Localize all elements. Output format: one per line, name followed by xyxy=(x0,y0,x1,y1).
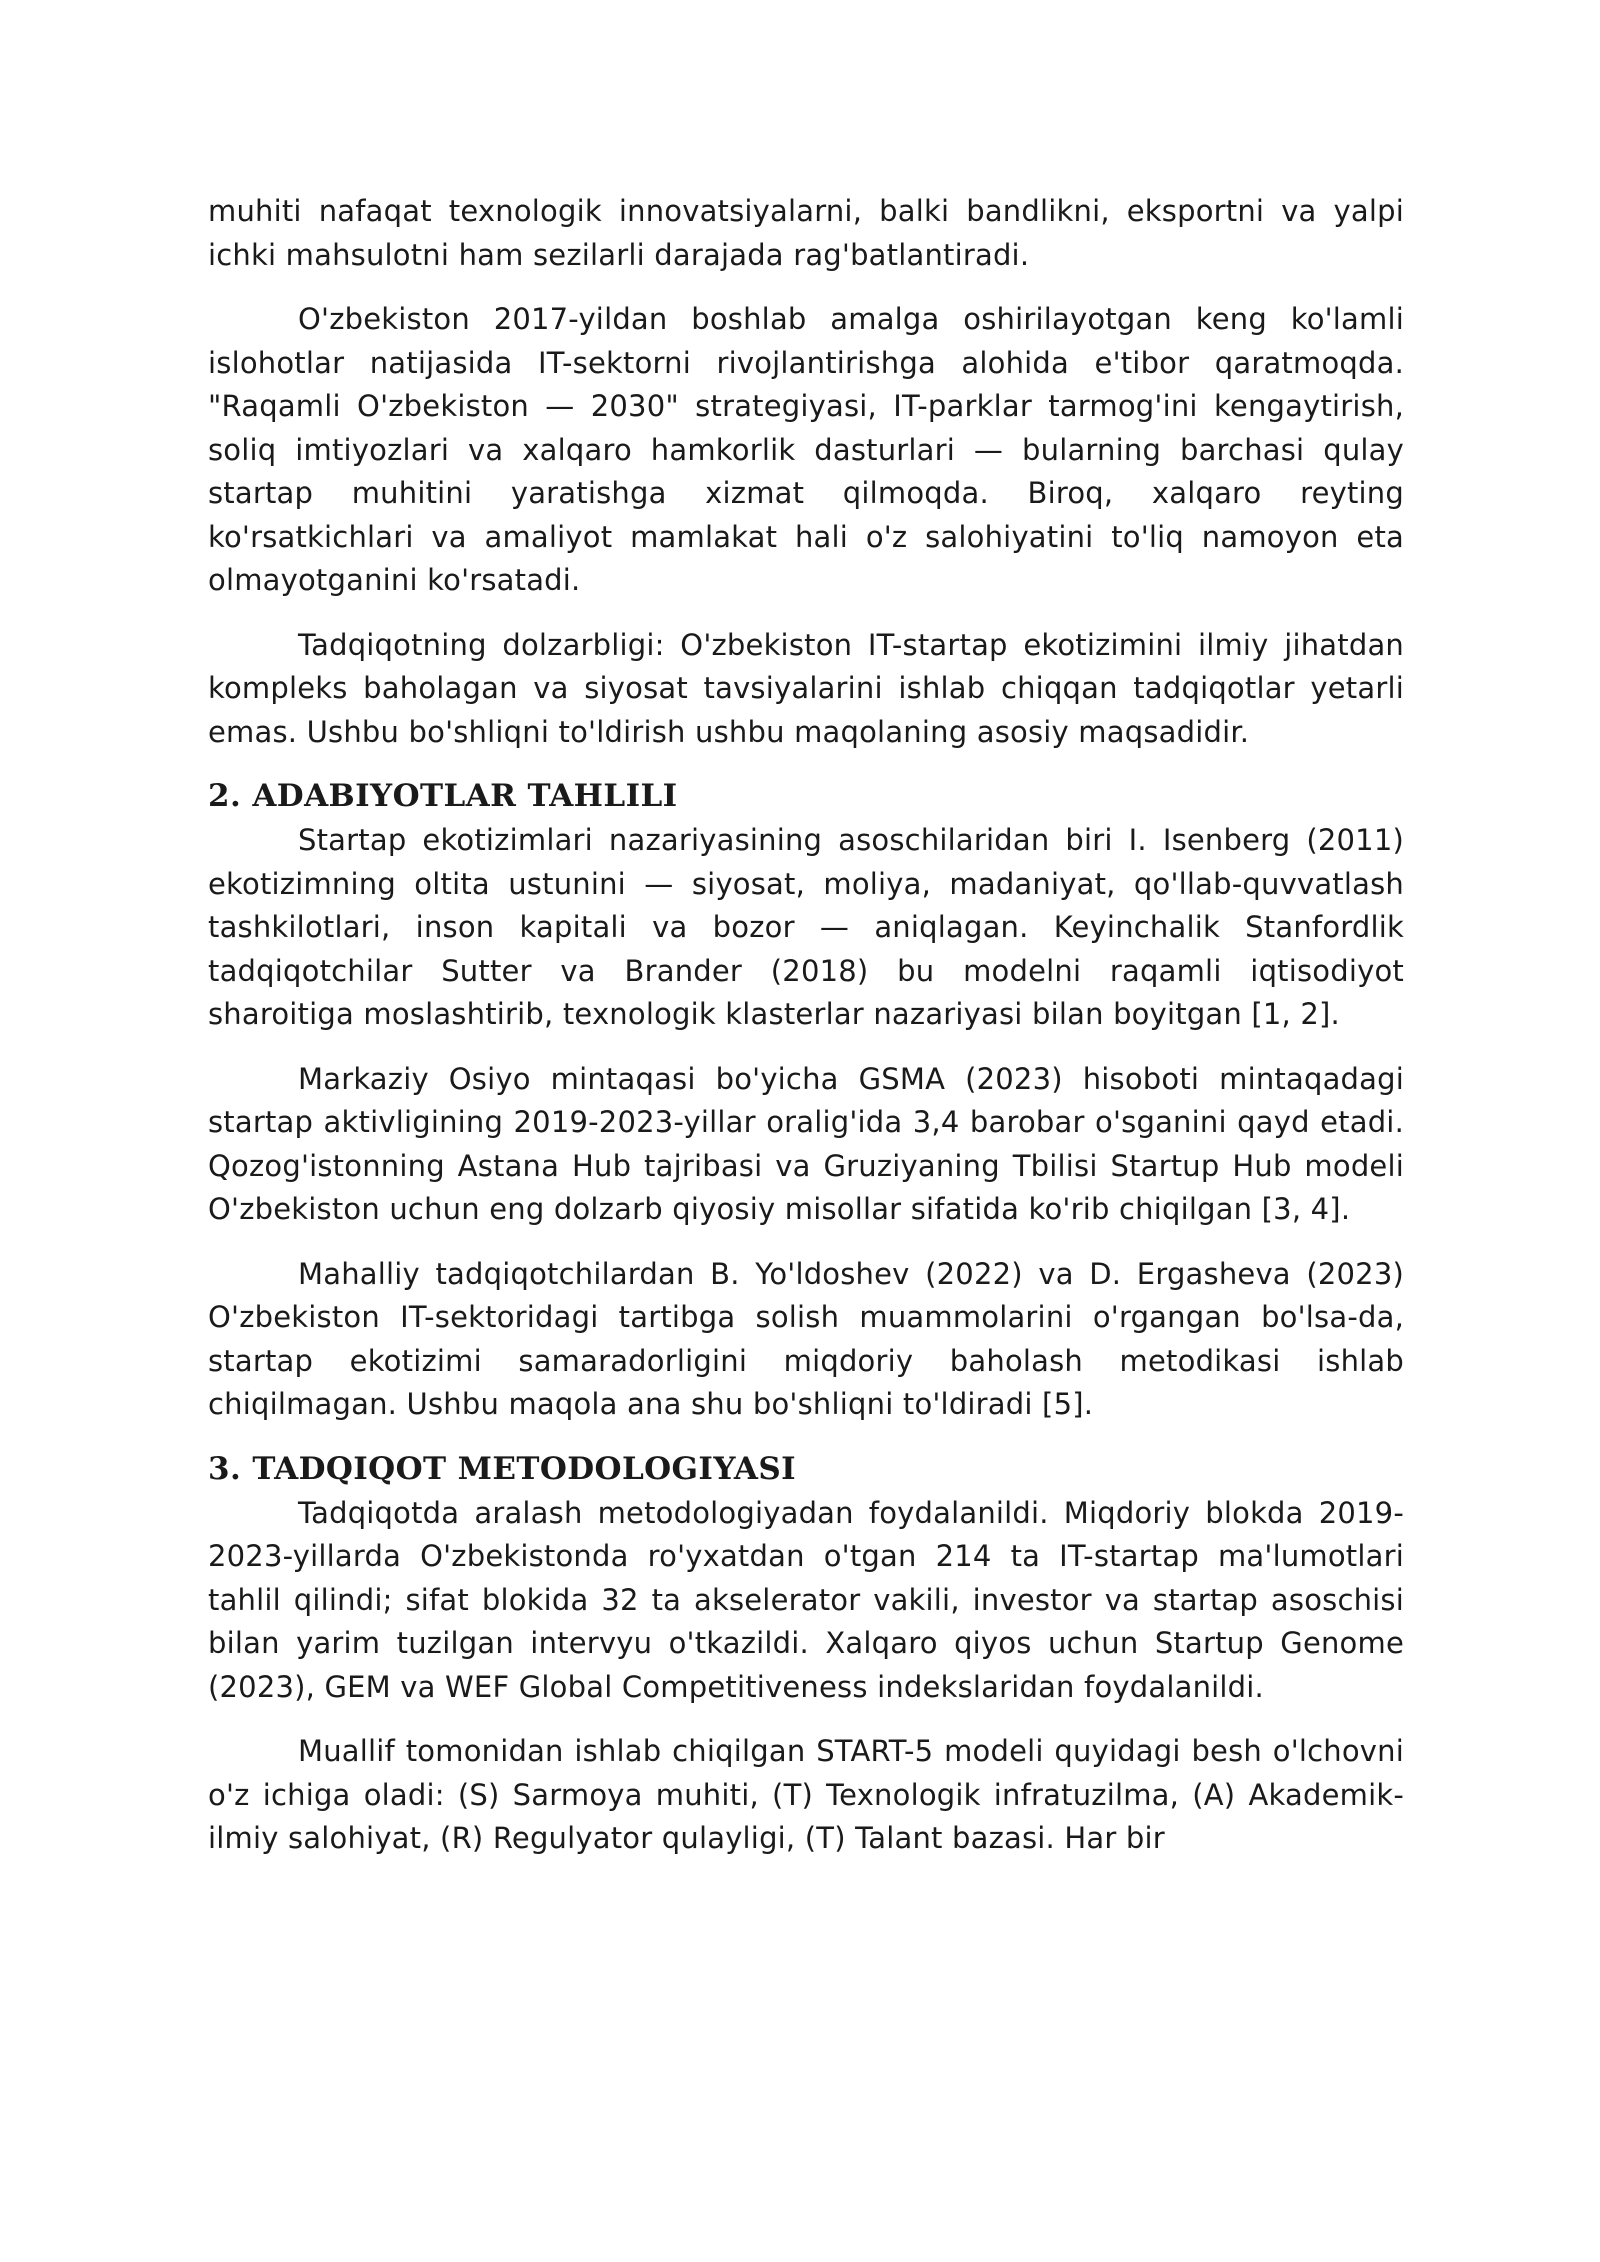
paragraph-reforms: O'zbekiston 2017-yildan boshlab amalga oshirilayotgan keng ko'lamli islohotlar natijasida IT-sektorni rivojlantirishga alohida e'tibor qaratmoqda. "Raqamli O'zbekiston — 2030" strategiyasi, IT-parklar tarmog'ini kengaytirish, soliq imtiyozlari va xalqaro hamkorlik dasturlari — bularning barchasi qulay startap muhitini yaratishga xizmat qilmoqda. Biroq, xalqaro reyting ko'rsatkichlari va amaliyot mamlakat hali o'z salohiyatini to'liq namoyon eta olmayotganini ko'rsatadi. xyxy=(208,302,1404,597)
paragraph-start5-model: Muallif tomonidan ishlab chiqilgan START-5 modeli quyidagi besh o'lchovni o'z ichiga oladi: (S) Sarmoya muhiti, (T) Texnologik infratuzilma, (A) Akademik-ilmiy salohiyat, (R) Regulyator qulayligi, (T) Talant bazasi. Har bir xyxy=(208,1734,1404,1855)
paragraph-mixed-methodology: Tadqiqotda aralash metodologiyadan foydalanildi. Miqdoriy blokda 2019-2023-yillarda O'zbekistonda ro'yxatdan o'tgan 214 ta IT-startap ma'lumotlari tahlil qilindi; sifat blokida 32 ta akselerator vakili, investor va startap asoschisi bilan yarim tuzilgan intervyu o'tkazildi. Xalqaro qiyos uchun Startup Genome (2023), GEM va WEF Global Competitiveness indekslaridan foydalanildi. xyxy=(208,1495,1404,1704)
document-page xyxy=(208,190,1404,1882)
paragraph-central-asia: Markaziy Osiyo mintaqasi bo'yicha GSMA (2023) hisoboti mintaqadagi startap aktivligining 2019-2023-yillar oralig'ida 3,4 barobar o'sganini qayd etadi. Qozog'istonning Astana Hub tajribasi va Gruziyaning Tbilisi Startup Hub modeli O'zbekiston uchun eng dolzarb qiyosiy misollar sifatida ko'rib chiqilgan [3, 4]. xyxy=(208,1061,1404,1226)
paragraph-intro-continuation: muhiti nafaqat texnologik innovatsiyalarni, balki bandlikni, eksportni va yalpi ichki mahsulotni ham sezilarli darajada rag'batlantiradi. xyxy=(208,194,1404,272)
paragraph-local-researchers: Mahalliy tadqiqotchilardan B. Yo'ldoshev (2022) va D. Ergasheva (2023) O'zbekiston IT-sektoridagi tartibga solish muammolarini o'rgangan bo'lsa-da, startap ekotizimi samaradorligini miqdoriy baholash metodikasi ishlab chiqilmagan. Ushbu maqola ana shu bo'shliqni to'ldiradi [5]. xyxy=(208,1256,1404,1421)
paragraph-isenberg: Startap ekotizimlari nazariyasining asoschilaridan biri I. Isenberg (2011) ekotizimning oltita ustunini — siyosat, moliya, madaniyat, qo'llab-quvvatlash tashkilotlari, inson kapitali va bozor — aniqlagan. Keyinchalik Stanfordlik tadqiqotchilar Sutter va Brander (2018) bu modelni raqamli iqtisodiyot sharoitiga moslashtirib, texnologik klasterlar nazariyasi bilan boyitgan [1, 2]. xyxy=(208,823,1404,1031)
section-heading-literature-review: 2. ADABIYOTLAR TAHLILI xyxy=(208,778,678,814)
paragraph-relevance: Tadqiqotning dolzarbligi: O'zbekiston IT-startap ekotizimini ilmiy jihatdan kompleks baholagan va siyosat tavsiyalarini ishlab chiqqan tadqiqotlar yetarli emas. Ushbu bo'shliqni to'ldirish ushbu maqolaning asosiy maqsadidir. xyxy=(208,627,1404,749)
section-heading-methodology: 3. TADQIQOT METODOLOGIYASI xyxy=(208,1450,797,1487)
